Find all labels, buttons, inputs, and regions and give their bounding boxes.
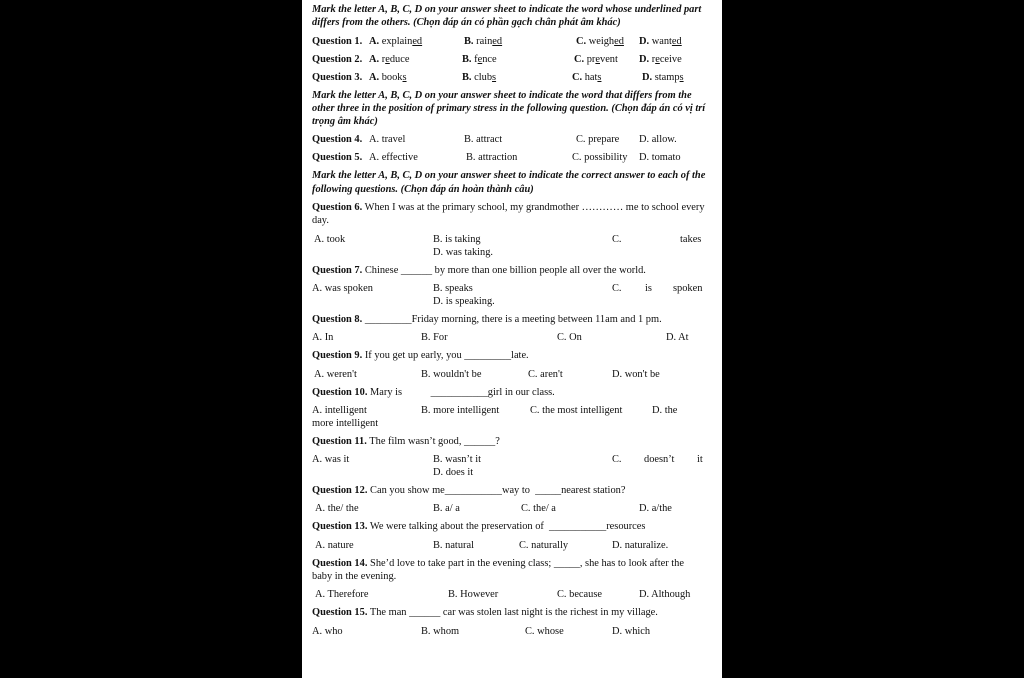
question-6-stem: Question 6. When I was at the primary school, my grandmother ………… me to school every day. bbox=[312, 202, 705, 227]
q3-option-c: C. hats bbox=[572, 71, 602, 83]
q6-option-d: D. was taking. bbox=[433, 246, 494, 258]
question-9-stem: Question 9. If you get up early, you _________late. bbox=[312, 350, 529, 362]
q1-option-b: B. rained bbox=[464, 35, 503, 47]
q4-option-d: D. allow. bbox=[639, 134, 677, 146]
q9-option-c: C. aren't bbox=[528, 368, 563, 380]
q14-option-d: D. Although bbox=[639, 589, 691, 601]
q8-option-c: C. On bbox=[557, 332, 582, 344]
q3-option-d: D. stamps bbox=[642, 71, 684, 83]
q1-option-d: D. wanted bbox=[639, 35, 682, 47]
q3-option-b: B. clubs bbox=[462, 71, 497, 83]
q11-option-c-letter: C. bbox=[612, 454, 622, 466]
q5-label: Question 5. bbox=[312, 152, 363, 164]
question-3 bbox=[312, 71, 706, 84]
q15-option-a: A. who bbox=[312, 625, 343, 637]
q13-option-b: B. natural bbox=[433, 539, 474, 551]
question-1 bbox=[312, 35, 706, 48]
q1-label: Question 1. bbox=[312, 35, 363, 47]
q2-option-b: B. fence bbox=[462, 53, 497, 65]
q9-option-b: B. wouldn't be bbox=[421, 368, 482, 380]
q5-option-b: B. attraction bbox=[466, 152, 518, 164]
q12-option-b: B. a/ a bbox=[433, 503, 460, 515]
q2-option-a: A. reduce bbox=[369, 53, 410, 65]
question-13-stem: Question 13. We were talking about the preservation of ___________resources bbox=[312, 521, 646, 533]
question-7-stem: Question 7. Chinese ______ by more than one billion people all over the world. bbox=[312, 264, 646, 276]
q15-option-b: B. whom bbox=[421, 625, 460, 637]
q4-option-b: B. attract bbox=[464, 134, 503, 146]
instruction-pronunciation: Mark the letter A, B, C, D on your answer sheet to indicate the word whose underlined part differs from the others. (Chọn đáp án có phần gạch chân phát âm khác) bbox=[312, 4, 702, 29]
question-12-stem: Question 12. Can you show me___________way to _____nearest station? bbox=[312, 485, 626, 497]
question-4 bbox=[312, 133, 706, 146]
q2-option-d: D. receive bbox=[639, 53, 682, 65]
q7-option-d: D. is speaking. bbox=[433, 295, 495, 307]
instruction-stress: Mark the letter A, B, C, D on your answer sheet to indicate the word that differs from the other three in the position of primary stress in the following question. (Chọn đáp án có vị trí trọng âm khác) bbox=[312, 89, 706, 128]
question-11-stem: Question 11. The film wasn’t good, ______? bbox=[312, 435, 500, 447]
question-15-stem: Question 15. The man ______ car was stolen last night is the richest in my village. bbox=[312, 607, 658, 619]
q11-option-c-word1: doesn’t bbox=[644, 454, 675, 466]
q8-option-b: B. For bbox=[421, 332, 448, 344]
question-8-stem: Question 8. _________Friday morning, there is a meeting between 11am and 1 pm. bbox=[312, 313, 662, 325]
question-12-options bbox=[312, 502, 706, 515]
question-8-options bbox=[312, 331, 706, 344]
question-14-options bbox=[312, 588, 706, 601]
question-14-stem: Question 14. She’d love to take part in the evening class; _____, she has to look after the baby in the evening. bbox=[312, 557, 684, 583]
q6-option-c-text: takes bbox=[680, 233, 702, 245]
q10-option-c: C. the most intelligent bbox=[530, 404, 623, 416]
q13-option-c: C. naturally bbox=[519, 539, 569, 551]
q4-option-a: A. travel bbox=[369, 134, 406, 146]
question-7-options bbox=[312, 282, 706, 308]
worksheet-content bbox=[312, 3, 706, 643]
q4-label: Question 4. bbox=[312, 134, 363, 146]
q11-option-d: D. does it bbox=[433, 467, 474, 479]
q10-option-d: D. the bbox=[652, 404, 678, 416]
q6-option-a: A. took bbox=[314, 233, 346, 245]
q11-option-a: A. was it bbox=[312, 454, 350, 466]
q9-option-a: A. weren't bbox=[314, 368, 357, 380]
q10-option-d-continued: more intelligent bbox=[312, 417, 379, 429]
question-11-options bbox=[312, 453, 706, 479]
instruction-complete: Mark the letter A, B, C, D on your answer sheet to indicate the correct answer to each of the following questions. (Chọn đáp án hoàn thành câu) bbox=[312, 170, 706, 195]
q5-option-d: D. tomato bbox=[639, 152, 681, 164]
question-10-options bbox=[312, 404, 706, 430]
q1-option-c: C. weighed bbox=[576, 35, 624, 47]
question-10-stem: Question 10. Mary is ___________girl in our class. bbox=[312, 386, 555, 398]
q6-option-c-letter: C. bbox=[612, 233, 622, 245]
q14-option-c: C. because bbox=[557, 589, 603, 601]
q15-option-c: C. whose bbox=[525, 625, 564, 637]
q11-option-c-word2: it bbox=[697, 454, 703, 466]
q14-option-b: B. However bbox=[448, 589, 499, 601]
question-13-options bbox=[312, 539, 706, 552]
q6-option-b: B. is taking bbox=[433, 233, 481, 245]
question-6-options bbox=[312, 233, 706, 259]
q5-option-c: C. possibility bbox=[572, 152, 628, 164]
q11-option-b: B. wasn’t it bbox=[433, 454, 482, 466]
worksheet-page bbox=[302, 0, 722, 678]
q7-option-c-word1: is bbox=[645, 282, 652, 294]
q13-option-d: D. naturalize. bbox=[612, 539, 669, 551]
q10-option-a: A. intelligent bbox=[312, 404, 367, 416]
question-5 bbox=[312, 151, 706, 164]
q12-option-c: C. the/ a bbox=[521, 503, 556, 515]
q3-option-a: A. books bbox=[369, 71, 407, 83]
q10-option-b: B. more intelligent bbox=[421, 404, 500, 416]
q1-option-a: A. explained bbox=[369, 35, 423, 47]
q14-option-a: A. Therefore bbox=[315, 589, 369, 601]
q2-option-c: C. prevent bbox=[574, 53, 618, 65]
q5-option-a: A. effective bbox=[369, 152, 418, 164]
q9-option-d: D. won't be bbox=[612, 368, 660, 380]
q7-option-c-word2: spoken bbox=[673, 282, 703, 294]
q8-option-a: A. In bbox=[312, 332, 334, 344]
q7-option-c-letter: C. bbox=[612, 282, 622, 294]
q3-label: Question 3. bbox=[312, 71, 363, 83]
q7-option-a: A. was spoken bbox=[312, 282, 373, 294]
q15-option-d: D. which bbox=[612, 625, 651, 637]
question-2 bbox=[312, 53, 706, 66]
q4-option-c: C. prepare bbox=[576, 134, 620, 146]
q13-option-a: A. nature bbox=[315, 539, 354, 551]
q7-option-b: B. speaks bbox=[433, 282, 473, 294]
q8-option-d: D. At bbox=[666, 332, 689, 344]
question-9-options bbox=[312, 368, 706, 381]
q12-option-d: D. a/the bbox=[639, 503, 672, 515]
question-15-options bbox=[312, 625, 706, 638]
q2-label: Question 2. bbox=[312, 53, 363, 65]
q12-option-a: A. the/ the bbox=[315, 503, 359, 515]
